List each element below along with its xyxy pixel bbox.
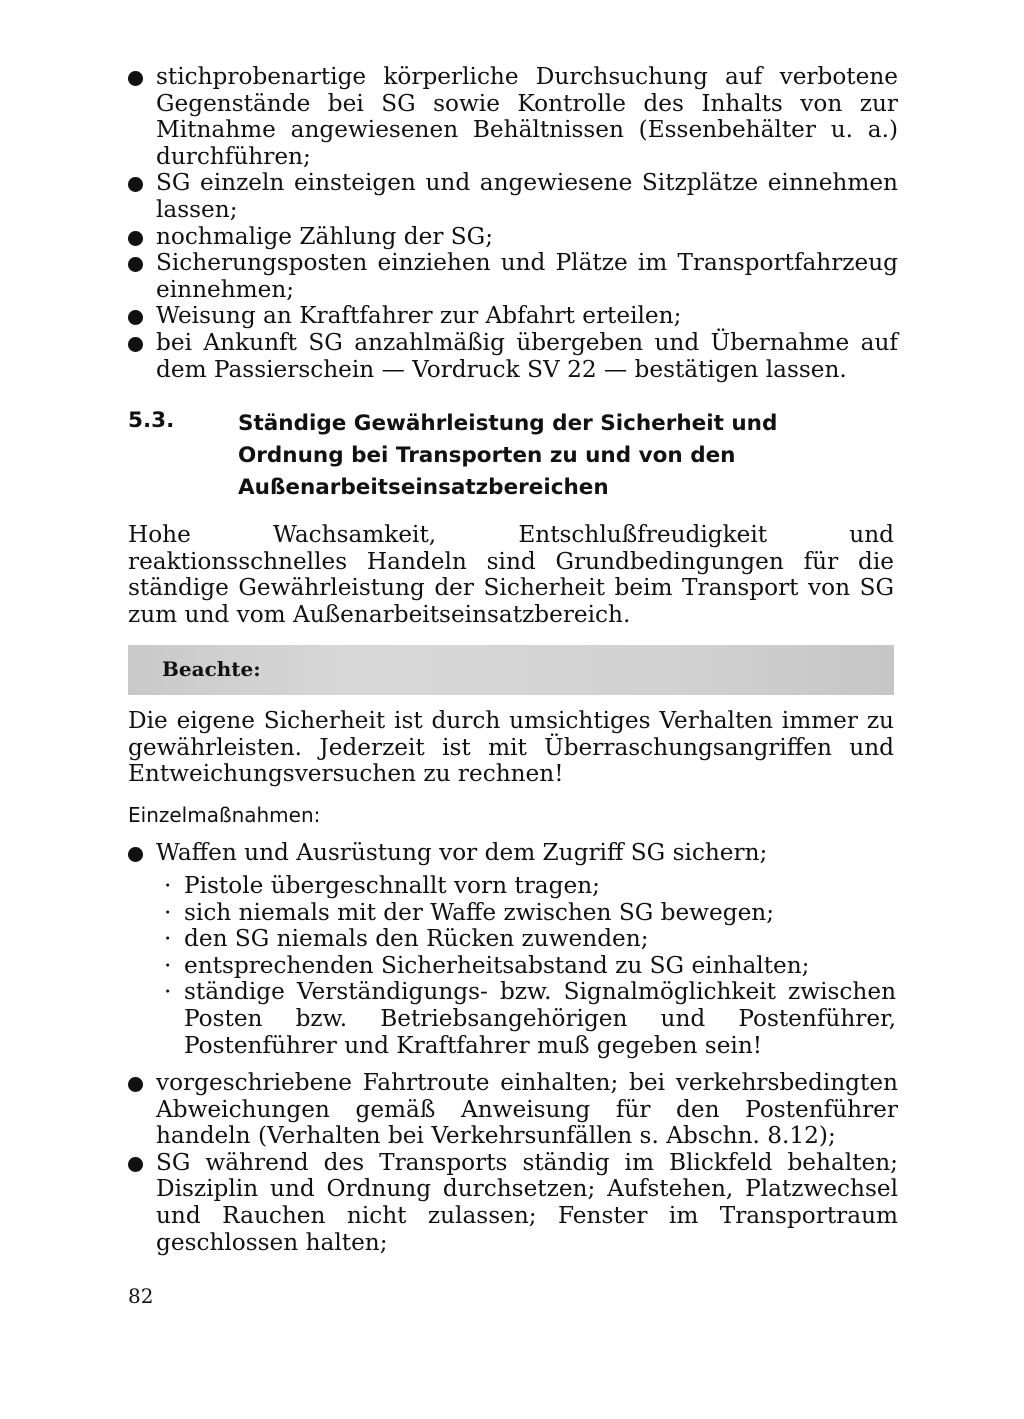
bullet-dot-icon xyxy=(128,177,143,192)
list-item-text: SG einzeln einsteigen und angewiesene Sitzplätze einnehmen lassen; xyxy=(156,169,898,223)
bullet-dot-icon xyxy=(128,71,143,86)
list-item-text: Weisung an Kraftfahrer zur Abfahrt erteilen; xyxy=(156,302,682,330)
sub-list-item: · sich niemals mit der Waffe zwischen SG bewegen; xyxy=(160,900,896,927)
list-item xyxy=(128,170,898,223)
measures-rest-list xyxy=(128,1070,898,1256)
section-title: Ständige Gewährleistung der Sicherheit und Ordnung bei Transporten zu und von den Außenarbeitseinsatzbereichen xyxy=(238,411,778,500)
sub-list-item: · Pistole übergeschnallt vorn tragen; xyxy=(160,873,896,900)
list-item xyxy=(128,250,898,303)
list-item xyxy=(128,330,898,383)
measures-first-list xyxy=(128,840,898,867)
bullet-dot-icon xyxy=(128,337,143,352)
intro-paragraph: Hohe Wachsamkeit, Entschlußfreudigkeit und reaktionsschnelles Handeln sind Grundbedingungen für die ständige Gewährleistung der Sicherheit beim Transport von SG zum und vom Außenarbeitseinsatzbereich. xyxy=(128,521,894,628)
bullet-dot-icon xyxy=(128,847,143,862)
note-banner xyxy=(128,645,894,695)
list-item-text: stichprobenartige körperliche Durchsuchung auf verbotene Gegenstände bei SG sowie Kontrolle des Inhalts von zur Mitnahme angewiesenen Behältnissen (Essenbehälter u. a.) durchführen; xyxy=(156,63,898,170)
list-item xyxy=(128,303,898,330)
bullet-dot-icon xyxy=(128,231,143,246)
bullet-dot-icon xyxy=(128,1157,143,1172)
list-item xyxy=(128,1150,898,1256)
sub-list-item: · ständige Verständigungs- bzw. Signalmöglichkeit zwischen Posten bzw. Betriebsangehörigen und Postenführer, Postenführer und Kraftfahrer muß gegeben sein! xyxy=(160,979,896,1059)
sub-list-item: · entsprechenden Sicherheitsabstand zu SG einhalten; xyxy=(160,953,896,980)
list-item xyxy=(128,1070,898,1150)
bullet-list-procedure xyxy=(128,64,898,383)
list-item-text: SG während des Transports ständig im Blickfeld behalten; Disziplin und Ordnung durchsetzen; Aufstehen, Platzwechsel und Rauchen nicht zulassen; Fenster im Transportraum geschlossen halten; xyxy=(156,1148,898,1256)
list-item-text: Waffen und Ausrüstung vor dem Zugriff SG sichern; xyxy=(156,839,768,866)
list-item-text: Sicherungsposten einziehen und Plätze im Transportfahrzeug einnehmen; xyxy=(156,249,898,303)
note-label: Beachte: xyxy=(162,657,261,681)
list-item xyxy=(128,840,898,867)
section-number: 5.3. xyxy=(128,408,175,433)
sub-list-item: · den SG niemals den Rücken zuwenden; xyxy=(160,926,896,953)
list-item-text: nochmalige Zählung der SG; xyxy=(156,222,493,250)
sub-measures-list xyxy=(160,873,896,1059)
list-item xyxy=(128,64,898,170)
list-item-text: bei Ankunft SG anzahlmäßig übergeben und Übernahme auf dem Passierschein — Vordruck SV 22 — bestätigen lassen. xyxy=(156,328,898,383)
note-paragraph: Die eigene Sicherheit ist durch umsichtiges Verhalten immer zu gewährleisten. Jederzeit ist mit Überraschungsangriffen und Entweichungsversuchen zu rechnen! xyxy=(128,707,894,788)
bullet-dot-icon xyxy=(128,1077,143,1092)
bullet-dot-icon xyxy=(128,310,143,325)
list-item xyxy=(128,224,898,251)
bullet-dot-icon xyxy=(128,257,143,272)
list-item-text: vorgeschriebene Fahrtroute einhalten; bei verkehrsbedingten Abweichungen gemäß Anweisung für den Postenführer handeln (Verhalten bei Verkehrsunfällen s. Abschn. 8.12); xyxy=(156,1069,898,1150)
page-number: 82 xyxy=(128,1284,154,1308)
measures-heading: Einzelmaßnahmen: xyxy=(128,803,321,827)
